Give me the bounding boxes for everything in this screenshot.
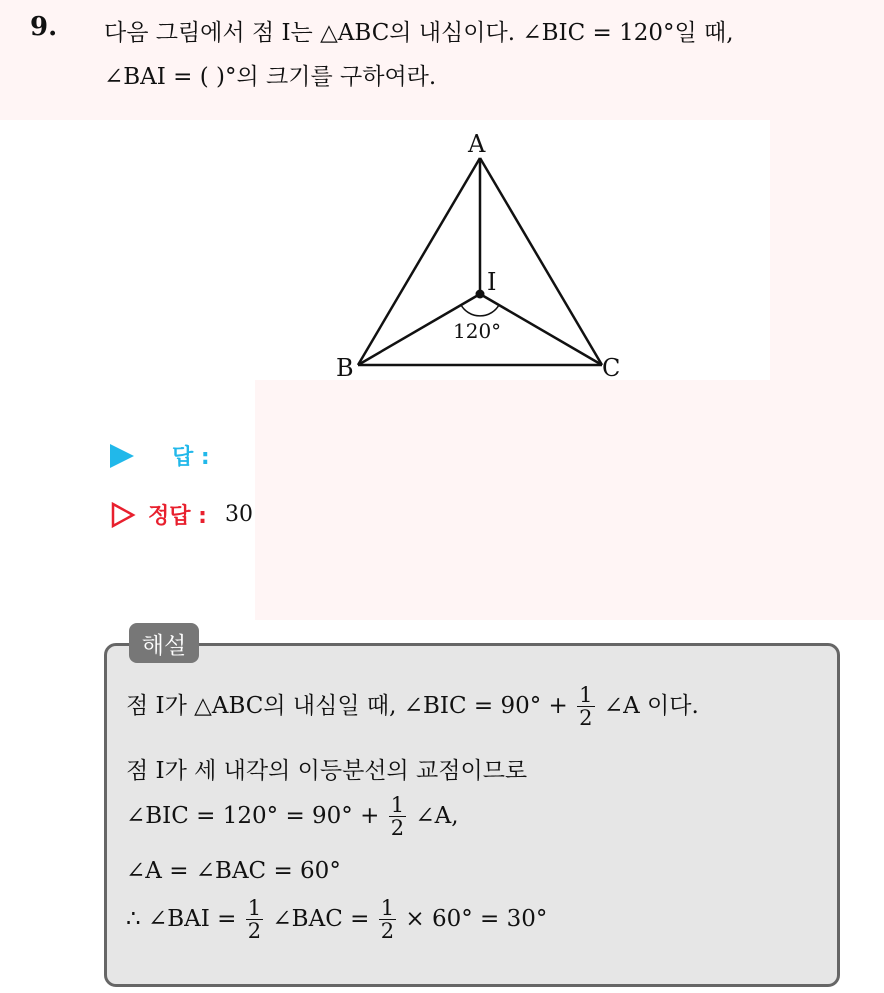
fraction-denominator: 2: [579, 706, 593, 730]
fraction-denominator: 2: [390, 816, 405, 840]
background-tint-right: [770, 120, 884, 620]
explanation-line3-start: ∠BIC = 120° = 90° +: [126, 803, 380, 829]
background-tint-middle: [255, 380, 770, 620]
explanation-line2: 점 I가 세 내각의 이등분선의 교점이므로: [126, 758, 528, 784]
explanation-line3: [126, 795, 459, 839]
fraction-numerator: 1: [247, 896, 262, 920]
correct-answer-label: 정답 :: [148, 504, 207, 529]
fraction-one-half: [246, 898, 263, 942]
fraction-denominator: 2: [380, 919, 395, 943]
fraction-numerator: 1: [579, 683, 593, 707]
fraction-numerator: 1: [380, 896, 395, 920]
explanation-line5-start: ∴ ∠BAI =: [126, 906, 237, 932]
question-text-line1: 다음 그림에서 점 I는 △ABC의 내심이다. ∠BIC = 120°일 때,: [104, 20, 734, 46]
explanation-line5-middle: ∠BAC =: [272, 906, 370, 932]
incenter-point: [476, 290, 485, 299]
answer-label: 답 :: [172, 445, 210, 470]
answer-row: [110, 440, 210, 471]
fraction-one-half: [389, 795, 406, 839]
question-number: 9.: [30, 12, 58, 42]
outline-triangle-icon: [110, 502, 136, 528]
angle-label: 120°: [453, 319, 502, 343]
vertex-label-c: C: [602, 354, 621, 382]
explanation-line5-end: × 60° = 30°: [405, 906, 548, 932]
explanation-line5: [126, 898, 547, 942]
triangle-figure: [320, 120, 640, 390]
play-triangle-icon: [110, 444, 134, 468]
explanation-line1-end: ∠A 이다.: [603, 693, 699, 719]
fraction-one-half: [379, 898, 396, 942]
vertex-label-a: A: [468, 130, 486, 158]
explanation-line3-end: ∠A,: [415, 803, 459, 829]
explanation-line1-start: 점 I가 △ABC의 내심일 때, ∠BIC = 90° +: [126, 693, 568, 719]
angle-arc: [461, 305, 499, 316]
fraction-one-half: [577, 685, 594, 729]
explanation-tab: 해설: [129, 623, 199, 663]
correct-answer-value: 30: [224, 502, 253, 527]
explanation-line4: ∠A = ∠BAC = 60°: [126, 858, 341, 884]
fraction-denominator: 2: [247, 919, 262, 943]
correct-answer-row: [110, 499, 253, 530]
explanation-line1: [126, 685, 699, 729]
question-text-line2: ∠BAI = ( )°의 크기를 구하여라.: [104, 64, 437, 90]
fraction-numerator: 1: [390, 793, 405, 817]
incenter-label-i: I: [487, 268, 497, 296]
vertex-label-b: B: [336, 354, 354, 382]
